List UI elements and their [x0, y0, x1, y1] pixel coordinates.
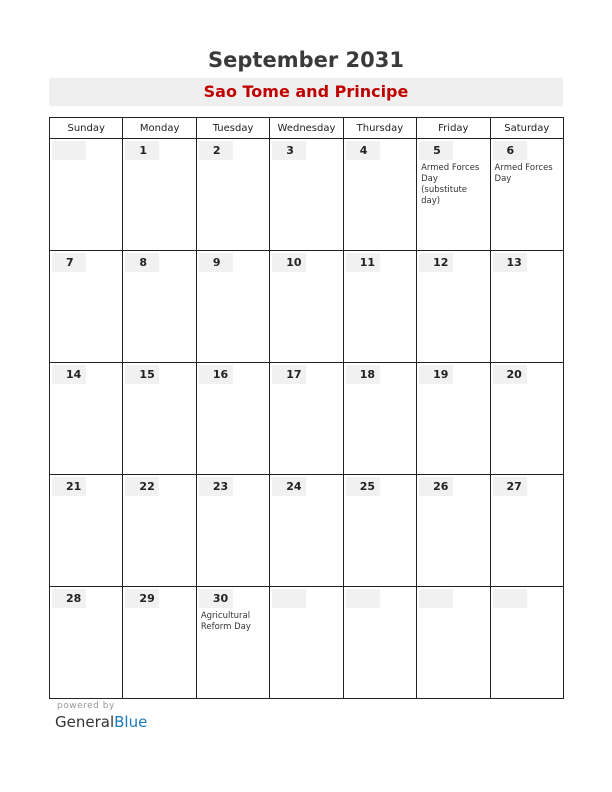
day-number: 2 [199, 141, 233, 160]
day-number [346, 589, 380, 608]
calendar-grid [49, 117, 564, 699]
day-cell [196, 139, 269, 251]
weekday-wednesday: Wednesday [270, 118, 343, 139]
day-number [272, 589, 306, 608]
day-number [493, 589, 527, 608]
day-cell [343, 475, 416, 587]
holiday-label: Armed Forces Day [494, 163, 553, 184]
day-cell [490, 251, 563, 363]
day-number: 19 [419, 365, 453, 384]
day-number: 25 [346, 477, 380, 496]
day-cell [196, 587, 269, 699]
day-cell [123, 587, 196, 699]
day-cell [490, 475, 563, 587]
week-row [50, 587, 564, 699]
day-cell [417, 587, 490, 699]
day-cell [50, 251, 123, 363]
weekday-friday: Friday [417, 118, 490, 139]
day-number: 16 [199, 365, 233, 384]
day-cell [270, 587, 343, 699]
day-number: 18 [346, 365, 380, 384]
day-number: 28 [52, 589, 86, 608]
day-cell [270, 363, 343, 475]
day-cell [270, 251, 343, 363]
day-number: 26 [419, 477, 453, 496]
day-cell [417, 363, 490, 475]
day-number: 11 [346, 253, 380, 272]
day-cell [417, 475, 490, 587]
week-row [50, 363, 564, 475]
day-cell [490, 363, 563, 475]
page-title: September 2031 [208, 48, 404, 72]
day-number: 12 [419, 253, 453, 272]
country-name: Sao Tome and Principe [49, 78, 563, 106]
day-cell [343, 139, 416, 251]
day-number: 1 [125, 141, 159, 160]
day-number: 3 [272, 141, 306, 160]
day-number: 6 [493, 141, 527, 160]
day-cell [50, 475, 123, 587]
day-number: 24 [272, 477, 306, 496]
day-cell [490, 139, 563, 251]
day-cell [417, 251, 490, 363]
day-number [52, 141, 86, 160]
brand-logo [55, 713, 147, 731]
day-cell [50, 363, 123, 475]
day-number: 29 [125, 589, 159, 608]
day-number: 15 [125, 365, 159, 384]
week-row [50, 475, 564, 587]
day-cell [123, 251, 196, 363]
day-number: 21 [52, 477, 86, 496]
day-cell [270, 475, 343, 587]
day-number: 7 [52, 253, 86, 272]
day-number: 20 [493, 365, 527, 384]
weekday-saturday: Saturday [490, 118, 563, 139]
day-number: 22 [125, 477, 159, 496]
day-cell [196, 251, 269, 363]
day-cell [123, 139, 196, 251]
day-cell [50, 587, 123, 699]
day-cell [343, 363, 416, 475]
day-number: 30 [199, 589, 233, 608]
weekday-thursday: Thursday [343, 118, 416, 139]
day-cell [196, 475, 269, 587]
holiday-label: Agricultural Reform Day [200, 611, 251, 632]
day-number: 10 [272, 253, 306, 272]
day-number: 8 [125, 253, 159, 272]
day-number: 27 [493, 477, 527, 496]
weekday-tuesday: Tuesday [196, 118, 269, 139]
day-cell [123, 475, 196, 587]
day-cell [490, 587, 563, 699]
day-number: 14 [52, 365, 86, 384]
day-number: 5 [419, 141, 453, 160]
holiday-label: Armed Forces Day (substitute day) [421, 163, 480, 206]
weekday-header-row [50, 118, 564, 139]
day-cell [270, 139, 343, 251]
day-cell [123, 363, 196, 475]
brand-general: General [55, 713, 115, 731]
day-cell [343, 251, 416, 363]
day-number: 23 [199, 477, 233, 496]
weekday-monday: Monday [123, 118, 196, 139]
weekday-sunday: Sunday [50, 118, 123, 139]
day-cell [343, 587, 416, 699]
week-row [50, 251, 564, 363]
day-number: 13 [493, 253, 527, 272]
day-cell [50, 139, 123, 251]
week-row [50, 139, 564, 251]
day-number [419, 589, 453, 608]
day-number: 17 [272, 365, 306, 384]
day-number: 4 [346, 141, 380, 160]
powered-by-text: powered by [57, 701, 115, 711]
brand-blue: Blue [114, 713, 148, 731]
day-cell [196, 363, 269, 475]
day-cell [417, 139, 490, 251]
day-number: 9 [199, 253, 233, 272]
